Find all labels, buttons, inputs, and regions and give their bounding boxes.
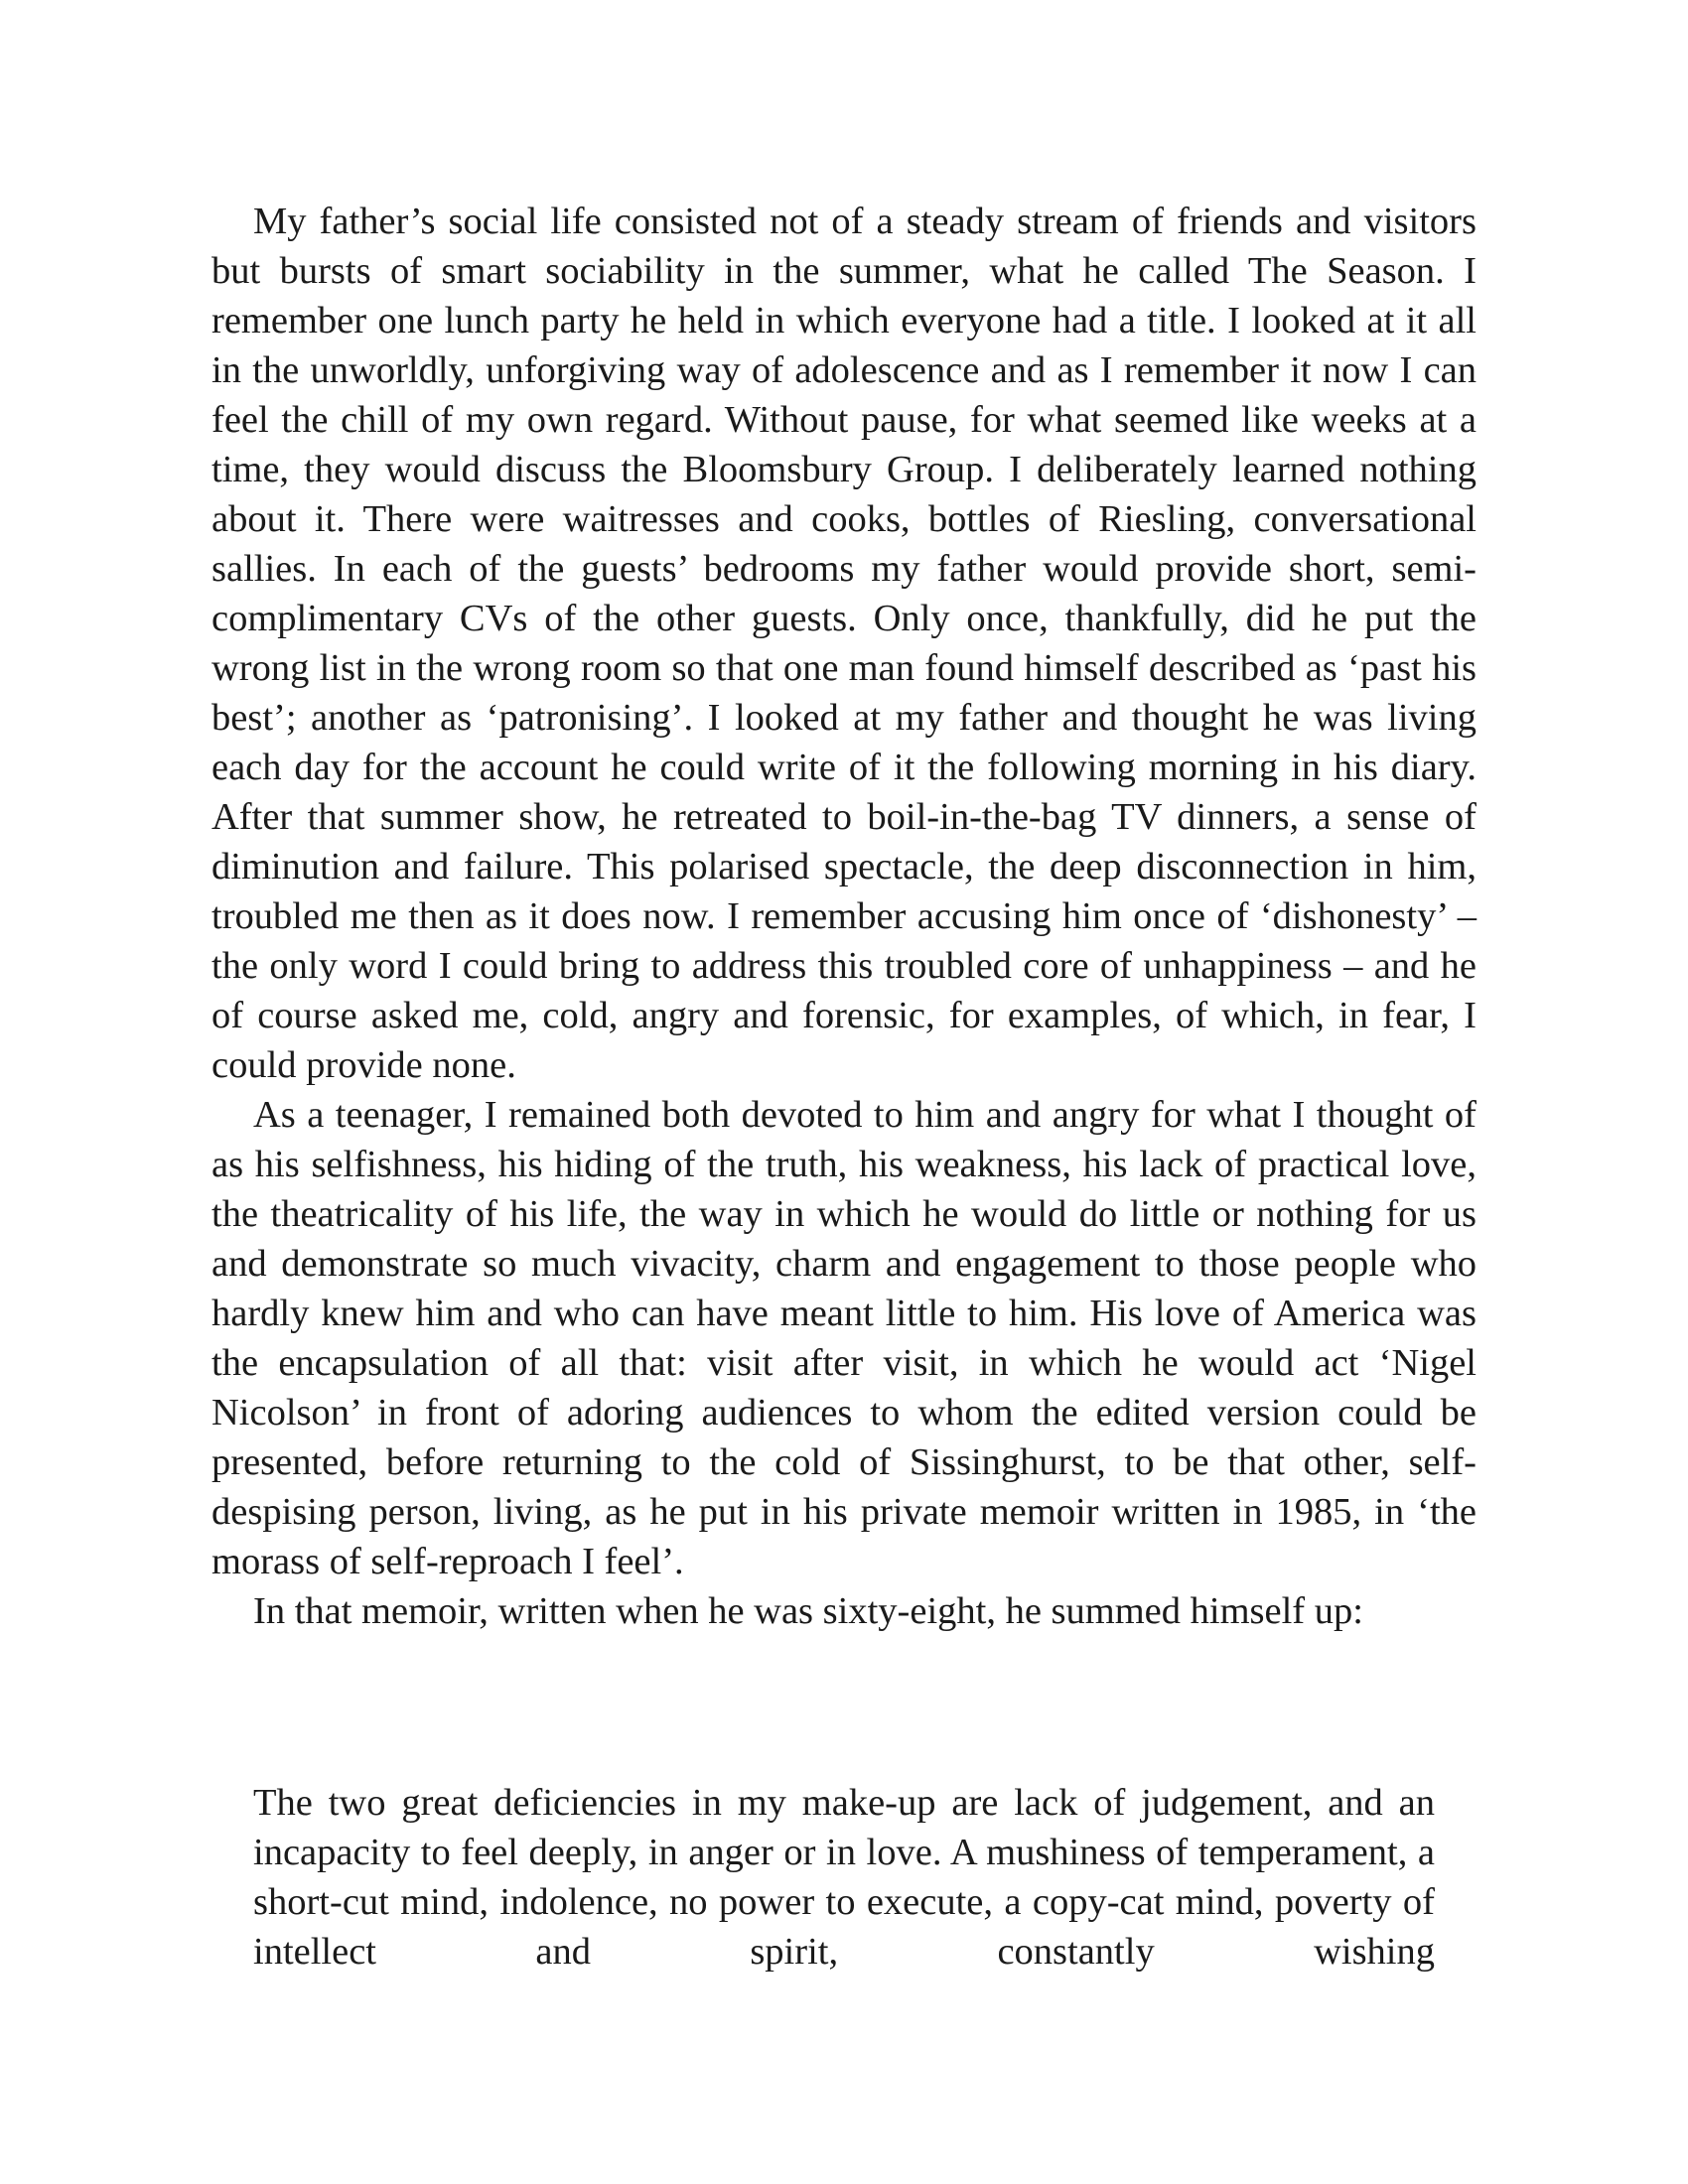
paragraph-social-life: My father’s social life consisted not of a steady stream of friends and visitors but bursts of smart sociability in the summer, what he called The Season. I remember one lunch party he held in which everyone had a title. I looked at it all in the unworldly, unforgiving way of adolescence and as I remember it now I can feel the chill of my own regard. Without pause, for what seemed like weeks at a time, they would discuss the Bloomsbury Group. I deliberately learned nothing about it. There were waitresses and cooks, bottles of Riesling, conversational sallies. In each of the guests’ bedrooms my father would provide short, semi-complimentary CVs of the other guests. Only once, thankfully, did he put the wrong list in the wrong room so that one man found himself described as ‘past his best’; another as ‘patronising’. I looked at my father and thought he was living each day for the account he could write of it the following morning in his diary. After that summer show, he retreated to boil-in-the-bag TV dinners, a sense of diminution and failure. This polarised spectacle, the deep disconnection in him, troubled me then as it does now. I remember accusing him once of ‘dishonesty’ – the only word I could bring to address this troubled core of unhappiness – and he of course asked me, cold, angry and forensic, for examples, of which, in fear, I could provide none. xyxy=(211,201,1477,1086)
block-quote-memoir: The two great deficiencies in my make-up are lack of judgement, and an incapacity to feel deeply, in anger or in love. A mushiness of temperament, a short-cut mind, indolence, no power to execute, a copy-cat mind, poverty of intellect and spirit, constantly wishing xyxy=(253,1782,1435,1973)
paragraph-memoir-intro: In that memoir, written when he was sixty-eight, he summed himself up: xyxy=(253,1590,1363,1632)
main-text xyxy=(211,197,1477,1636)
paragraph-teenager: As a teenager, I remained both devoted to him and angry for what I thought of as his selfishness, his hiding of the truth, his weakness, his lack of practical love, the theatricality of his life, the way in which he would do little or nothing for us and demonstrate so much vivacity, charm and engagement to those people who hardly knew him and who can have meant little to him. His love of America was the encapsulation of all that: visit after visit, in which he would act ‘Nigel Nicolson’ in front of adoring audiences to whom the edited version could be presented, before returning to the cold of Sissinghurst, to be that other, self-despising person, living, as he put in his private memoir written in 1985, in ‘the morass of self-reproach I feel’. xyxy=(211,1094,1477,1582)
